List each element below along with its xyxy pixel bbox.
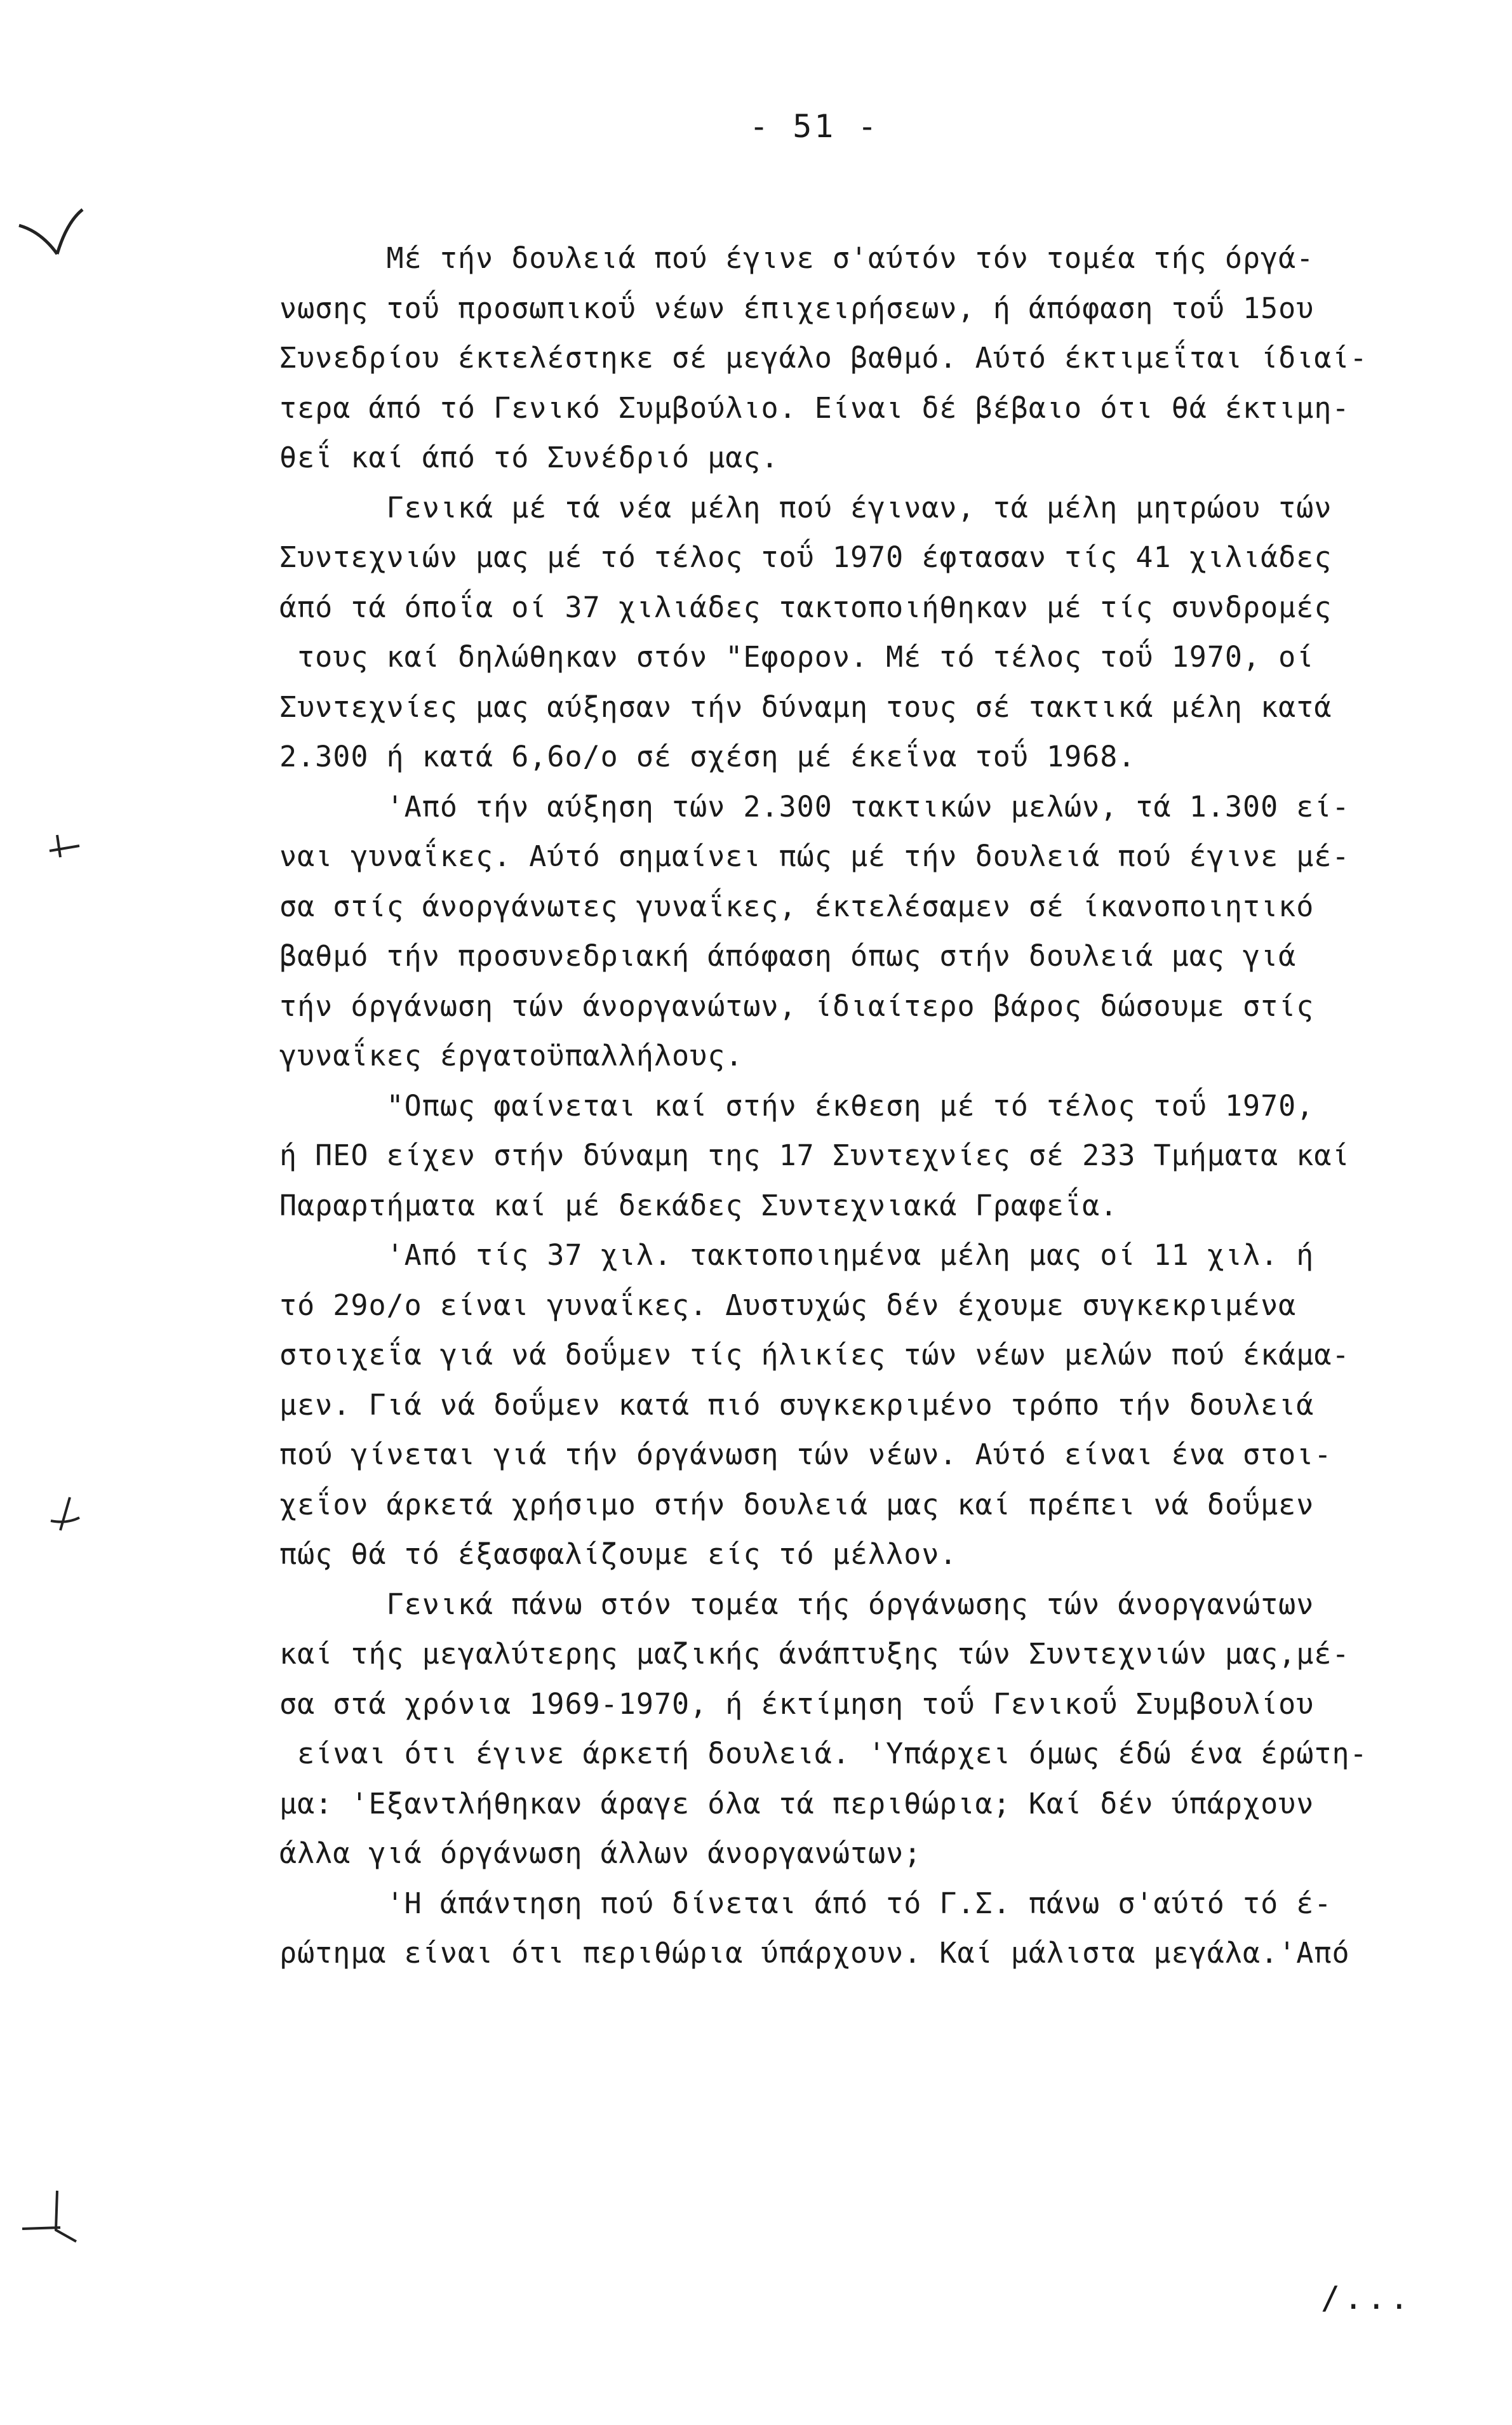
margin-bottom-mark	[13, 2178, 89, 2248]
page-number: - 51 -	[749, 108, 880, 145]
text-line: ναι γυναΐκες. Αύτό σημαίνει πώς μέ τήν δουλειά πού έγινε μέ-	[279, 839, 1350, 873]
text-line: γυναΐκες έργατοϋπαλλήλους.	[279, 1039, 744, 1072]
text-line: σα στίς άνοργάνωτες γυναΐκες, έκτελέσαμεν σέ ίκανοποιητικό	[279, 889, 1315, 923]
text-line: "Οπως φαίνεται καί στήν έκθεση μέ τό τέλος τοΰ 1970,	[279, 1088, 1315, 1123]
text-line: είναι ότι έγινε άρκετή δουλειά. 'Υπάρχει όμως έδώ ένα έρώτη-	[279, 1737, 1368, 1770]
text-line: μα: 'Εξαντλήθηκαν άραγε όλα τά περιθώρια; Καί δέν ύπάρχουν	[279, 1786, 1315, 1820]
text-line: ρώτημα είναι ότι περιθώρια ύπάρχουν. Καί μάλιστα μεγάλα.'Από	[279, 1936, 1350, 1970]
text-line: 'Η άπάντηση πού δίνεται άπό τό Γ.Σ. πάνω σ'αύτό τό έ-	[279, 1886, 1332, 1920]
text-line: άλλα γιά όργάνωση άλλων άνοργανώτων;	[279, 1836, 922, 1870]
continuation-mark: /...	[1321, 2280, 1413, 2316]
text-line: 2.300 ή κατά 6,6ο/ο σέ σχέση μέ έκεΐνα τοΰ 1968.	[279, 740, 1136, 773]
margin-x-mark	[44, 1492, 89, 1537]
body-text	[279, 234, 1461, 1979]
text-line: νωσης τοΰ προσωπικοΰ νέων έπιχειρήσεων, ή άπόφαση τοΰ 15ου	[279, 291, 1315, 325]
text-line: σα στά χρόνια 1969-1970, ή έκτίμηση τοΰ Γενικοΰ Συμβουλίου	[279, 1687, 1315, 1721]
text-line: τους καί δηλώθηκαν στόν "Εφορον. Μέ τό τέλος τοΰ 1970, οί	[279, 640, 1315, 674]
text-line: άπό τά όποΐα οί 37 χιλιάδες τακτοποιήθηκαν μέ τίς συνδρομές	[279, 590, 1332, 624]
text-line: Μέ τήν δουλειά πού έγινε σ'αύτόν τόν τομέα τής όργά-	[279, 241, 1315, 275]
margin-tick-mark	[44, 832, 89, 864]
text-line: ή ΠΕΟ είχεν στήν δύναμη της 17 Συντεχνίες σέ 233 Τμήματα καί	[279, 1139, 1350, 1172]
margin-check-mark	[13, 197, 89, 267]
text-line: Συνεδρίου έκτελέστηκε σέ μεγάλο βαθμό. Αύτό έκτιμεΐται ίδιαί-	[279, 341, 1368, 375]
text-line: 'Από τήν αύξηση τών 2.300 τακτικών μελών, τά 1.300 εί-	[279, 789, 1350, 824]
text-line: καί τής μεγαλύτερης μαζικής άνάπτυξης τών Συντεχνιών μας,μέ-	[279, 1637, 1350, 1671]
text-line: πώς θά τό έξασφαλίζουμε είς τό μέλλον.	[279, 1537, 958, 1571]
text-line: θεΐ καί άπό τό Συνέδριό μας.	[279, 441, 779, 474]
text-line: χεΐον άρκετά χρήσιμο στήν δουλειά μας καί πρέπει νά δοΰμεν	[279, 1487, 1315, 1521]
text-line: μεν. Γιά νά δοΰμεν κατά πιό συγκεκριμένο τρόπο τήν δουλειά	[279, 1387, 1315, 1422]
text-line: Συντεχνιών μας μέ τό τέλος τοΰ 1970 έφτασαν τίς 41 χιλιάδες	[279, 540, 1332, 574]
text-line: Παραρτήματα καί μέ δεκάδες Συντεχνιακά Γραφεΐα.	[279, 1188, 1118, 1222]
text-line: Συντεχνίες μας αύξησαν τήν δύναμη τους σέ τακτικά μέλη κατά	[279, 690, 1332, 724]
text-line: βαθμό τήν προσυνεδριακή άπόφαση όπως στήν δουλειά μας γιά	[279, 939, 1297, 973]
text-line: πού γίνεται γιά τήν όργάνωση τών νέων. Αύτό είναι ένα στοι-	[279, 1438, 1332, 1471]
text-line: Γενικά μέ τά νέα μέλη πού έγιναν, τά μέλη μητρώου τών	[279, 490, 1332, 524]
text-line: τερα άπό τό Γενικό Συμβούλιο. Είναι δέ βέβαιο ότι θά έκτιμη-	[279, 391, 1350, 425]
text-line: τήν όργάνωση τών άνοργανώτων, ίδιαίτερο βάρος δώσουμε στίς	[279, 989, 1315, 1023]
text-line: Γενικά πάνω στόν τομέα τής όργάνωσης τών άνοργανώτων	[279, 1587, 1315, 1621]
text-line: 'Από τίς 37 χιλ. τακτοποιημένα μέλη μας οί 11 χιλ. ή	[279, 1238, 1315, 1272]
text-line: στοιχεΐα γιά νά δοΰμεν τίς ήλικίες τών νέων μελών πού έκάμα-	[279, 1338, 1350, 1372]
text-line: τό 29ο/ο είναι γυναΐκες. Δυστυχώς δέν έχουμε συγκεκριμένα	[279, 1288, 1297, 1322]
